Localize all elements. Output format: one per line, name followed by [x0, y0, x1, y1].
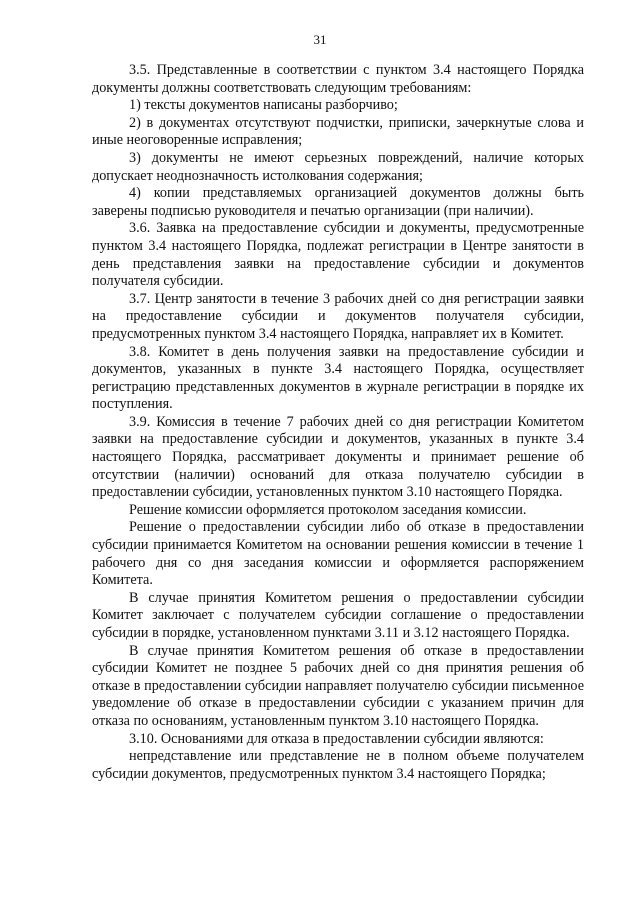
page-number: 31	[313, 32, 327, 47]
document-body	[92, 62, 584, 783]
paragraph-3-5: 3.5. Представленные в соответствии с пунктом 3.4 настоящего Порядка документы должны соответствовать следующим требованиям:	[92, 62, 584, 96]
requirement-1: 1) тексты документов написаны разборчиво;	[129, 97, 398, 114]
paragraph-3-10: 3.10. Основаниями для отказа в предоставлении субсидии являются:	[129, 730, 544, 747]
requirement-3: 3) документы не имеют серьезных повреждений, наличие которых допускает неоднозначность истолкования содержания;	[92, 149, 584, 184]
paragraph-3-7: 3.7. Центр занятости в течение 3 рабочих дней со дня регистрации заявки на предоставление субсидии и документов получателя субсидии, предусмотренных пунктом 3.4 настоящего Порядка, направляет их в Комитет.	[92, 290, 584, 342]
requirement-4: 4) копии представляемых организацией документов должны быть заверены подписью руководителя и печатью организации (при наличии).	[92, 185, 584, 219]
commission-decision: Решение комиссии оформляется протоколом заседания комиссии.	[129, 501, 527, 518]
paragraph-3-9: 3.9. Комиссия в течение 7 рабочих дней со дня регистрации Комитетом заявки на предоставление субсидии и документов, указанных в пункте 3.4 настоящего Порядка, рассматривает документы и принимает решение об отсутствии (наличии) оснований для отказа получателю субсидии в предоставлении субсидии, установленных пунктом 3.10 настоящего Порядка.	[92, 413, 584, 501]
refusal-case: В случае принятия Комитетом решения об отказе в предоставлении субсидии Комитет не позднее 5 рабочих дней со дня принятия решения об отказе в предоставлении субсидии направляет получателю субсидии письменное уведомление об отказе в предоставлении субсидии с указанием причин для отказа по основаниям, установленным пунктом 3.10 настоящего Порядка.	[92, 642, 584, 729]
subsidy-decision: Решение о предоставлении субсидии либо об отказе в предоставлении субсидии принимается Комитетом на основании решения комиссии в течение 1 рабочего дня со дня заседания комиссии и оформляется распоряжением Комитета.	[92, 519, 584, 589]
paragraph-3-6: 3.6. Заявка на предоставление субсидии и документы, предусмотренные пунктом 3.4 настоящего Порядка, подлежат регистрации в Центре занятости в день представления заявки на предоставление субсидии и документов получателя субсидии.	[92, 220, 584, 290]
approval-case: В случае принятия Комитетом решения о предоставлении субсидии Комитет заключает с получателем субсидии соглашение о предоставлении субсидии в порядке, установленном пунктами 3.11 и 3.12 настоящего Порядка.	[92, 589, 584, 641]
requirement-2: 2) в документах отсутствуют подчистки, приписки, зачеркнутые слова и иные неоговоренные исправления;	[92, 114, 584, 149]
paragraph-3-8: 3.8. Комитет в день получения заявки на предоставление субсидии и документов, указанных в пункте 3.4 настоящего Порядка, осуществляет регистрацию представленных документов в журнале регистрации в порядке их поступления.	[92, 343, 584, 413]
refusal-ground-1: непредставление или представление не в полном объеме получателем субсидии документов, предусмотренных пунктом 3.4 настоящего Порядка;	[92, 748, 584, 782]
